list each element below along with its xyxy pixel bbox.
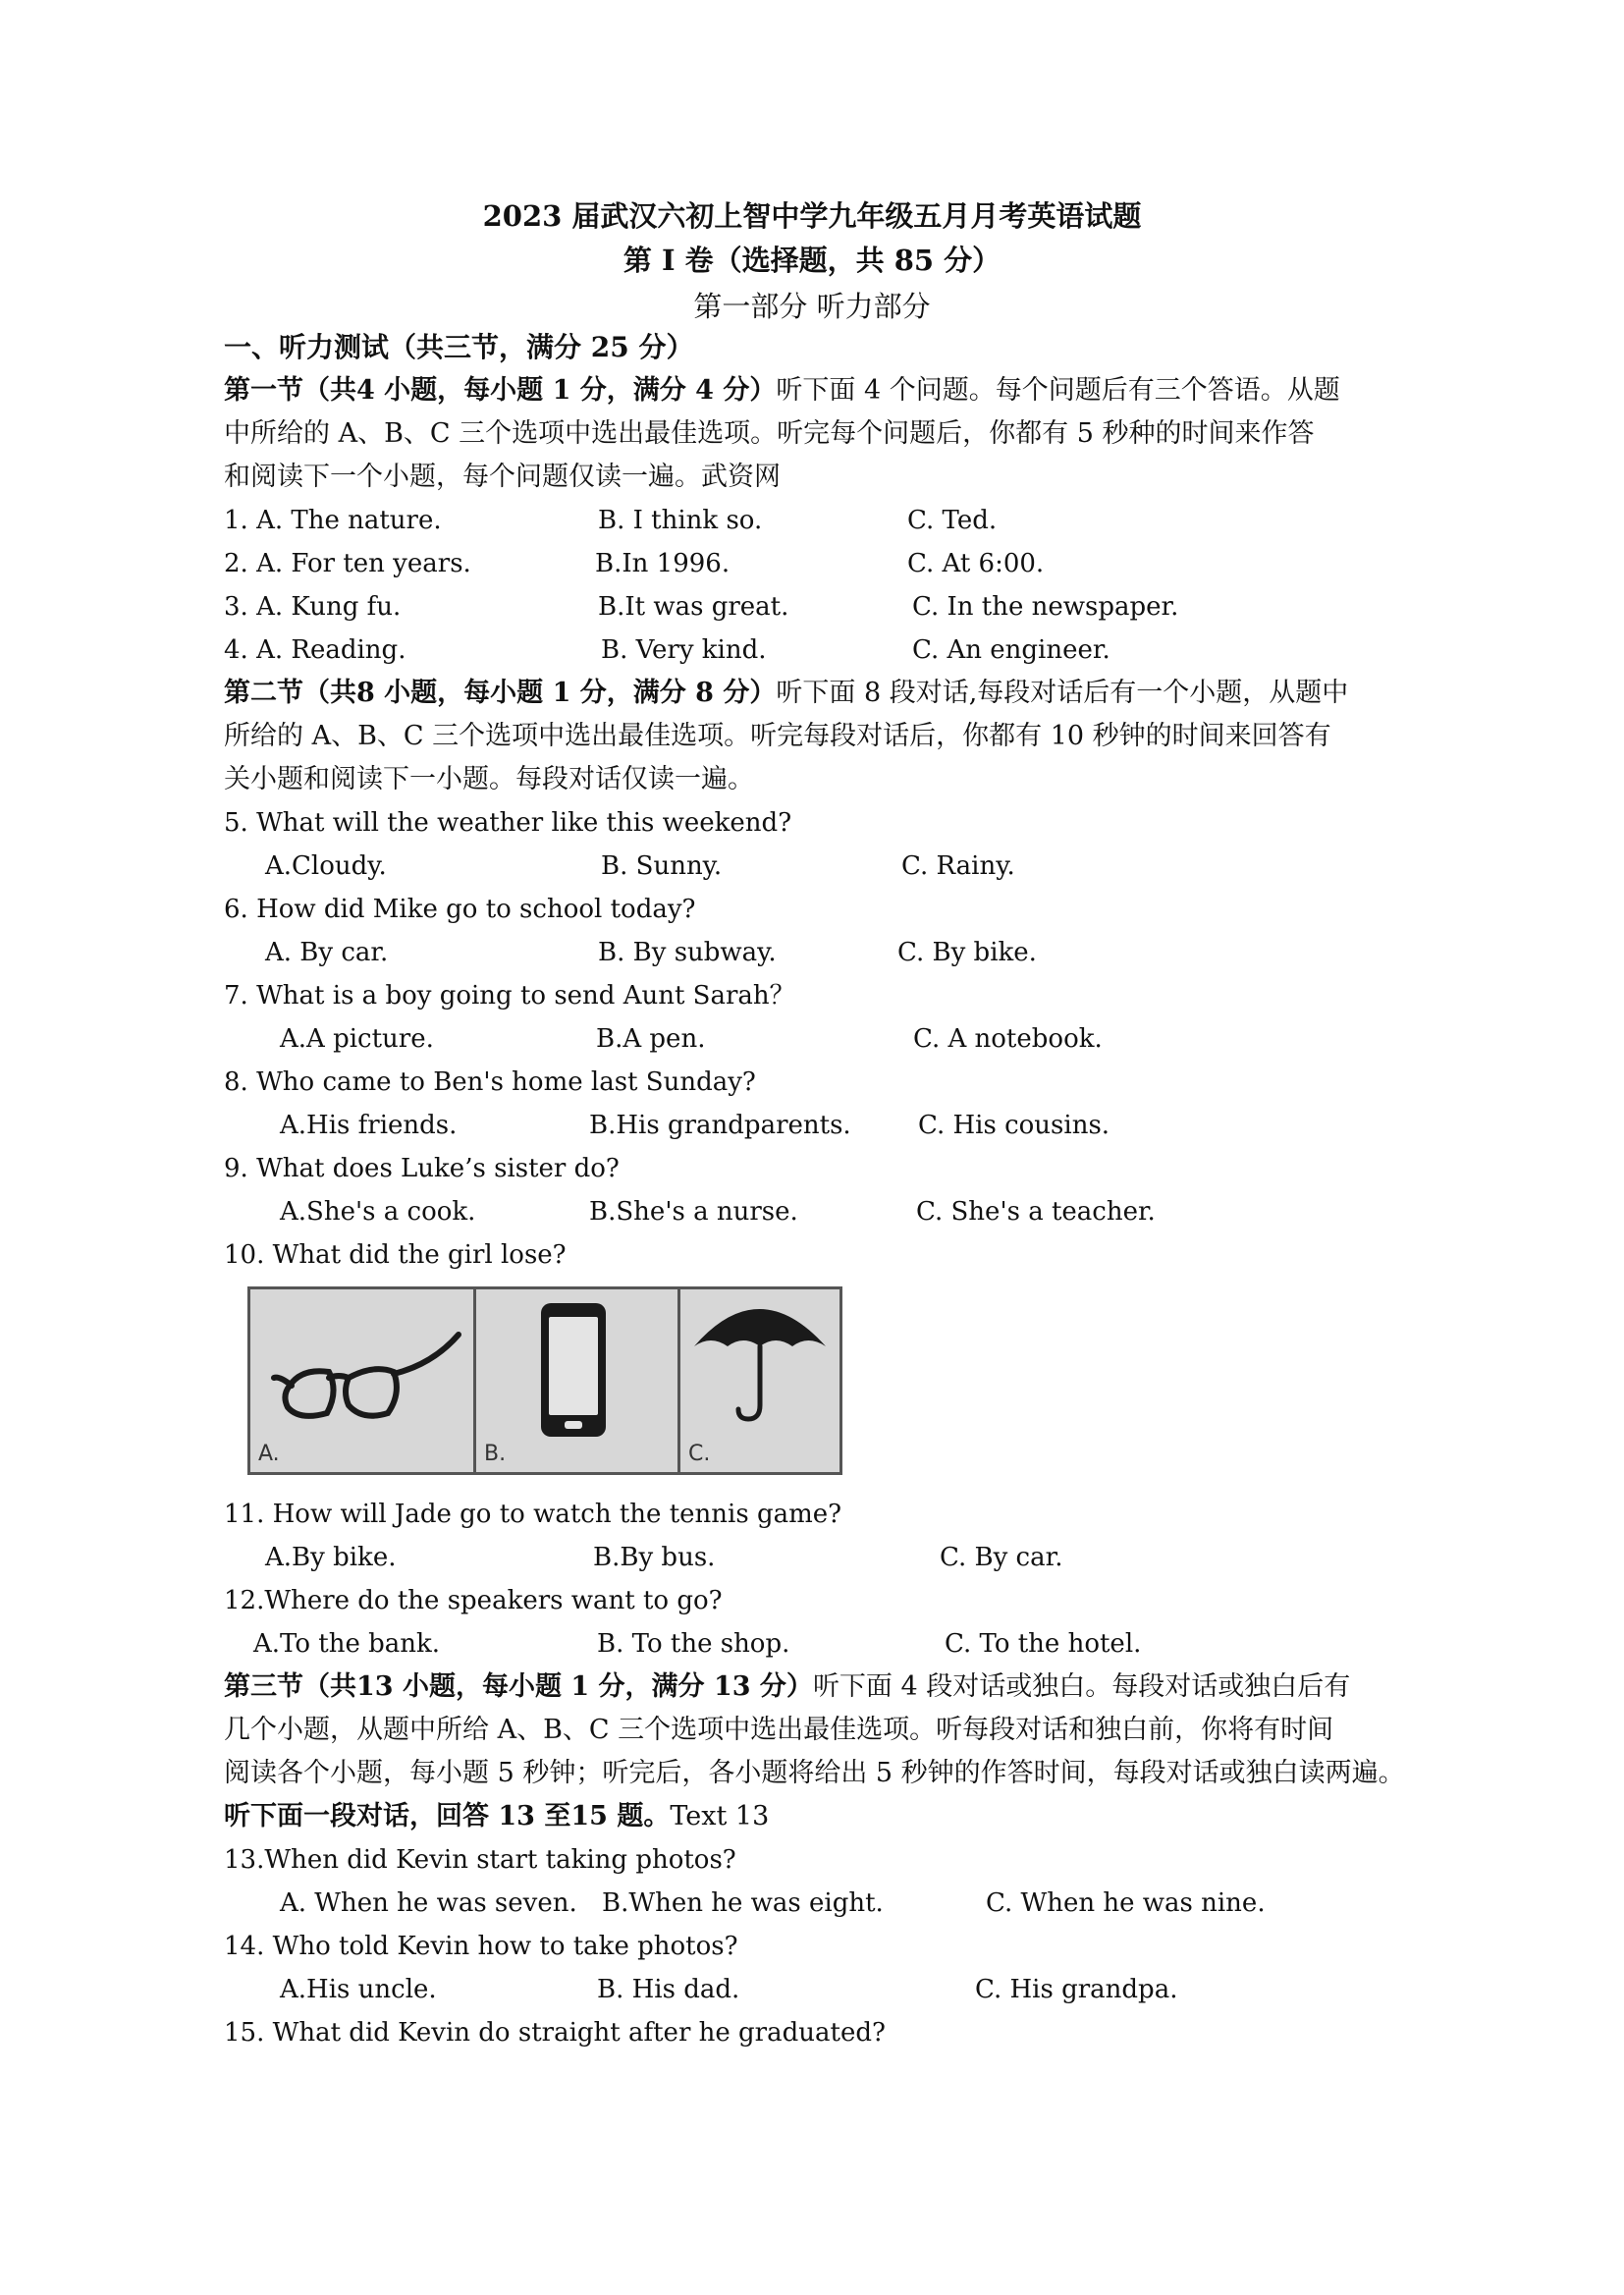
q4-option-a: 4. A. Reading.: [224, 635, 406, 665]
q11-question: 11. How will Jade go to watch the tennis game?: [224, 1500, 842, 1529]
section3-text-b: 几个小题，从题中所给 A、B、C 三个选项中选出最佳选项。听每段对话和独白前，你将有时间: [224, 1715, 1334, 1745]
q12-option-b: B. To the shop.: [597, 1629, 790, 1659]
q4-option-b: B. Very kind.: [601, 635, 767, 665]
q6-option-a: A. By car.: [265, 938, 389, 967]
q11-option-b: B.By bus.: [593, 1543, 716, 1572]
q13-option-b: B.When he was eight.: [602, 1888, 884, 1918]
q14-option-a: A.His uncle.: [280, 1975, 437, 2004]
q10-panel-c: [680, 1289, 839, 1472]
q12-option-c: C. To the hotel.: [945, 1629, 1142, 1659]
q14-option-b: B. His dad.: [597, 1975, 740, 2004]
q5-option-a: A.Cloudy.: [265, 851, 387, 881]
part-title: 第一部分 听力部分: [693, 290, 931, 323]
text13-label: Text 13: [670, 1801, 770, 1831]
q1-option-c: C. Ted.: [907, 506, 998, 535]
q8-option-c: C. His cousins.: [918, 1111, 1110, 1140]
q2-option-a: 2. A. For ten years.: [224, 549, 471, 578]
q8-option-b: B.His grandparents.: [589, 1111, 851, 1140]
q4-option-c: C. An engineer.: [912, 635, 1110, 665]
glasses-icon: [250, 1289, 470, 1472]
q12-question: 12.Where do the speakers want to go?: [224, 1586, 723, 1615]
q10-panel-b: [476, 1289, 680, 1472]
q5-option-b: B. Sunny.: [601, 851, 723, 881]
q9-option-c: C. She's a teacher.: [916, 1197, 1156, 1227]
q7-option-b: B.A pen.: [596, 1024, 706, 1054]
q11-option-c: C. By car.: [940, 1543, 1063, 1572]
q10-question: 10. What did the girl lose?: [224, 1240, 567, 1270]
section2-text-b: 所给的 A、B、C 三个选项中选出最佳选项。听完每段对话后，你都有 10 秒钟的时间来回答有: [224, 721, 1331, 751]
q15-question: 15. What did Kevin do straight after he graduated?: [224, 2018, 886, 2048]
section2-text-c: 关小题和阅读下一小题。每段对话仅读一遍。: [224, 764, 754, 794]
q10-label-a: A.: [258, 1442, 280, 1466]
q1-option-b: B. I think so.: [598, 506, 763, 535]
q14-option-c: C. His grandpa.: [975, 1975, 1178, 2004]
phone-icon: [476, 1289, 675, 1472]
q6-question: 6. How did Mike go to school today?: [224, 895, 696, 924]
q14-question: 14. Who told Kevin how to take photos?: [224, 1932, 738, 1961]
section3-text-c: 阅读各个小题，每小题 5 秒钟；听完后，各小题将给出 5 秒钟的作答时间，每段对话或独白读两遍。: [224, 1758, 1405, 1788]
q5-question: 5. What will the weather like this weekend?: [224, 808, 792, 838]
q9-option-a: A.She's a cook.: [280, 1197, 476, 1227]
section1-text-a: 听下面 4 个问题。每个问题后有三个答语。从题: [776, 375, 1340, 406]
q7-option-a: A.A picture.: [280, 1024, 434, 1054]
q13-question: 13.When did Kevin start taking photos?: [224, 1845, 736, 1875]
q8-option-a: A.His friends.: [280, 1111, 458, 1140]
q7-question: 7. What is a boy going to send Aunt Sarah？: [224, 981, 795, 1011]
section3-text-a: 听下面 4 段对话或独白。每段对话或独白后有: [812, 1671, 1351, 1702]
section2-intro-line1: [224, 672, 1348, 715]
section1-intro-line1: [224, 369, 1340, 412]
section1-text-c: 和阅读下一个小题，每个问题仅读一遍。武资网: [224, 462, 781, 492]
q9-option-b: B.She's a nurse.: [589, 1197, 798, 1227]
section2-title: 第二节（共8 小题，每小题 1 分，满分 8 分）: [224, 678, 777, 708]
q8-question: 8. Who came to Ben's home last Sunday?: [224, 1067, 756, 1097]
q12-option-a: A.To the bank.: [253, 1629, 441, 1659]
section2-text-a: 听下面 8 段对话,每段对话后有一个小题，从题中: [776, 678, 1349, 708]
section3-subheading: 听下面一段对话，回答 13 至15 题。: [224, 1801, 671, 1831]
q10-label-c: C.: [688, 1442, 711, 1466]
exam-title: 2023 届武汉六初上智中学九年级五月月考英语试题: [482, 199, 1142, 233]
q5-option-c: C. Rainy.: [901, 851, 1015, 881]
q2-option-c: C. At 6:00.: [907, 549, 1045, 578]
q2-option-b: B.In 1996.: [595, 549, 731, 578]
section3-intro-line1: [224, 1666, 1350, 1709]
q9-question: 9. What does Luke’s sister do?: [224, 1154, 620, 1183]
q3-option-b: B.It was great.: [598, 592, 789, 622]
section3-subheading-line: [224, 1795, 769, 1838]
q10-label-b: B.: [484, 1442, 507, 1466]
q6-option-c: C. By bike.: [897, 938, 1037, 967]
section1-title: 第一节（共4 小题，每小题 1 分，满分 4 分）: [224, 375, 777, 406]
listening-heading: 一、听力测试（共三节，满分 25 分）: [224, 331, 694, 363]
q6-option-b: B. By subway.: [598, 938, 777, 967]
volume-title: 第 I 卷（选择题，共 85 分）: [623, 244, 1001, 277]
q13-option-c: C. When he was nine.: [986, 1888, 1266, 1918]
q1-option-a: 1. A. The nature.: [224, 506, 442, 535]
q3-option-c: C. In the newspaper.: [912, 592, 1179, 622]
q7-option-c: C. A notebook.: [913, 1024, 1103, 1054]
q11-option-a: A.By bike.: [265, 1543, 397, 1572]
q10-panel-a: [250, 1289, 476, 1472]
section3-title: 第三节（共13 小题，每小题 1 分，满分 13 分）: [224, 1671, 813, 1702]
q10-picture: [247, 1286, 842, 1475]
q13-option-a: A. When he was seven.: [280, 1888, 577, 1918]
q3-option-a: 3. A. Kung fu.: [224, 592, 402, 622]
section1-text-b: 中所给的 A、B、C 三个选项中选出最佳选项。听完每个问题后，你都有 5 秒种的时间来作答: [224, 418, 1315, 449]
